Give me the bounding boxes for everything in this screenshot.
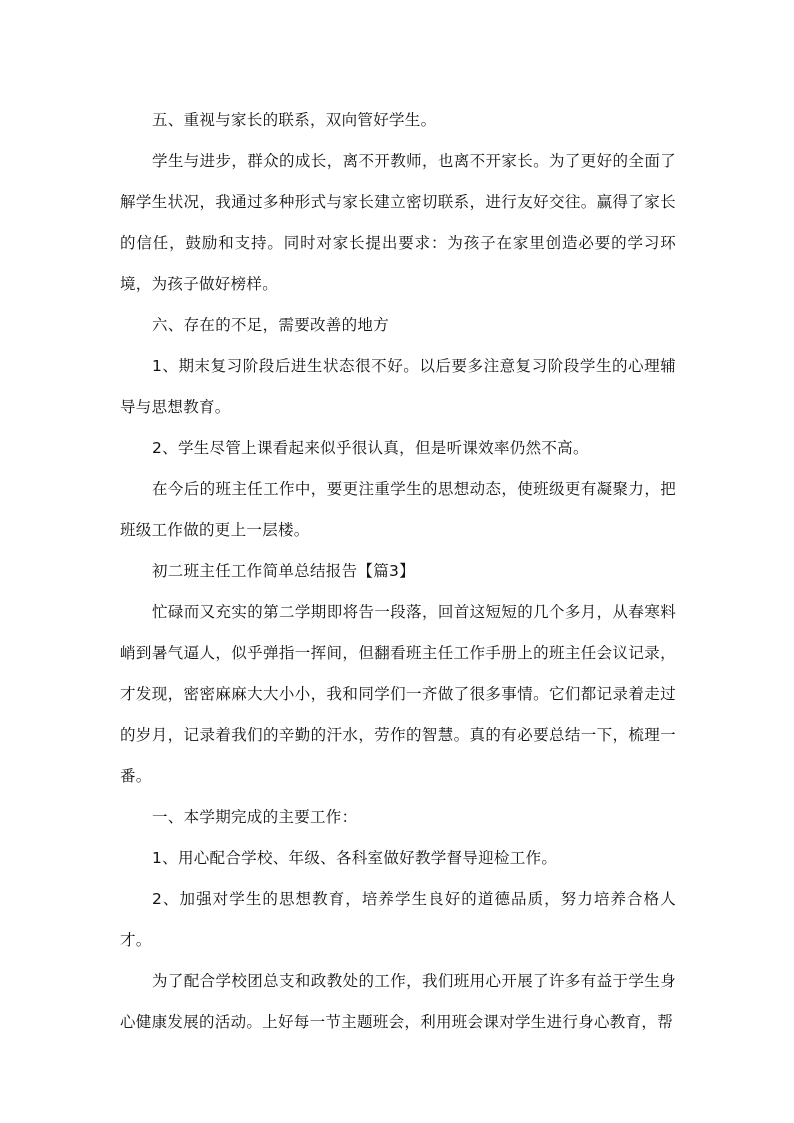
paragraph-future-work: 在今后的班主任工作中，要更注重学生的思想动态，使班级更有凝聚力，把班级工作做的更上一层楼。: [120, 480, 676, 539]
article-title-part-3: 初二班主任工作简单总结报告【篇3】: [152, 562, 415, 580]
document-body: [120, 100, 676, 1043]
list-item-shortcoming-2: 2、学生尽管上课看起来似乎很认真，但是听课效率仍然不高。: [152, 439, 589, 457]
section-heading-shortcomings: 六、存在的不足，需要改善的地方: [152, 316, 390, 334]
list-item-main-work-1: 1、用心配合学校、年级、各科室做好教学督导迎检工作。: [152, 849, 558, 867]
section-heading-main-work: 一、本学期完成的主要工作：: [152, 808, 358, 826]
list-item-shortcoming-1: 1、期末复习阶段后进生状态很不好。以后要多注意复习阶段学生的心理辅导与思想教育。: [120, 357, 676, 416]
section-heading-parent-contact: 五、重视与家长的联系，双向管好学生。: [152, 111, 437, 129]
paragraph-parent-contact: 学生与进步，群众的成长，离不开教师，也离不开家长。为了更好的全面了解学生状况，我通过多种形式与家长建立密切联系，进行友好交往。赢得了家长的信任，鼓励和支持。同时对家长提出要求：为孩子在家里创造必要的学习环境，为孩子做好榜样。: [120, 152, 676, 293]
paragraph-activities: 为了配合学校团总支和政教处的工作，我们班用心开展了许多有益于学生身心健康发展的活动。上好每一节主题班会，利用班会课对学生进行身心教育，帮: [120, 972, 676, 1031]
paragraph-intro-part-3: 忙碌而又充实的第二学期即将告一段落，回首这短短的几个多月，从春寒料峭到暑气逼人，似乎弹指一挥间，但翻看班主任工作手册上的班主任会议记录，才发现，密密麻麻大大小小，我和同学们一齐做了很多事情。它们都记录着走过的岁月，记录着我们的辛勤的汗水，劳作的智慧。真的有必要总结一下，梳理一番。: [120, 603, 676, 785]
list-item-main-work-2: 2、加强对学生的思想教育，培养学生良好的道德品质，努力培养合格人才。: [120, 890, 676, 949]
